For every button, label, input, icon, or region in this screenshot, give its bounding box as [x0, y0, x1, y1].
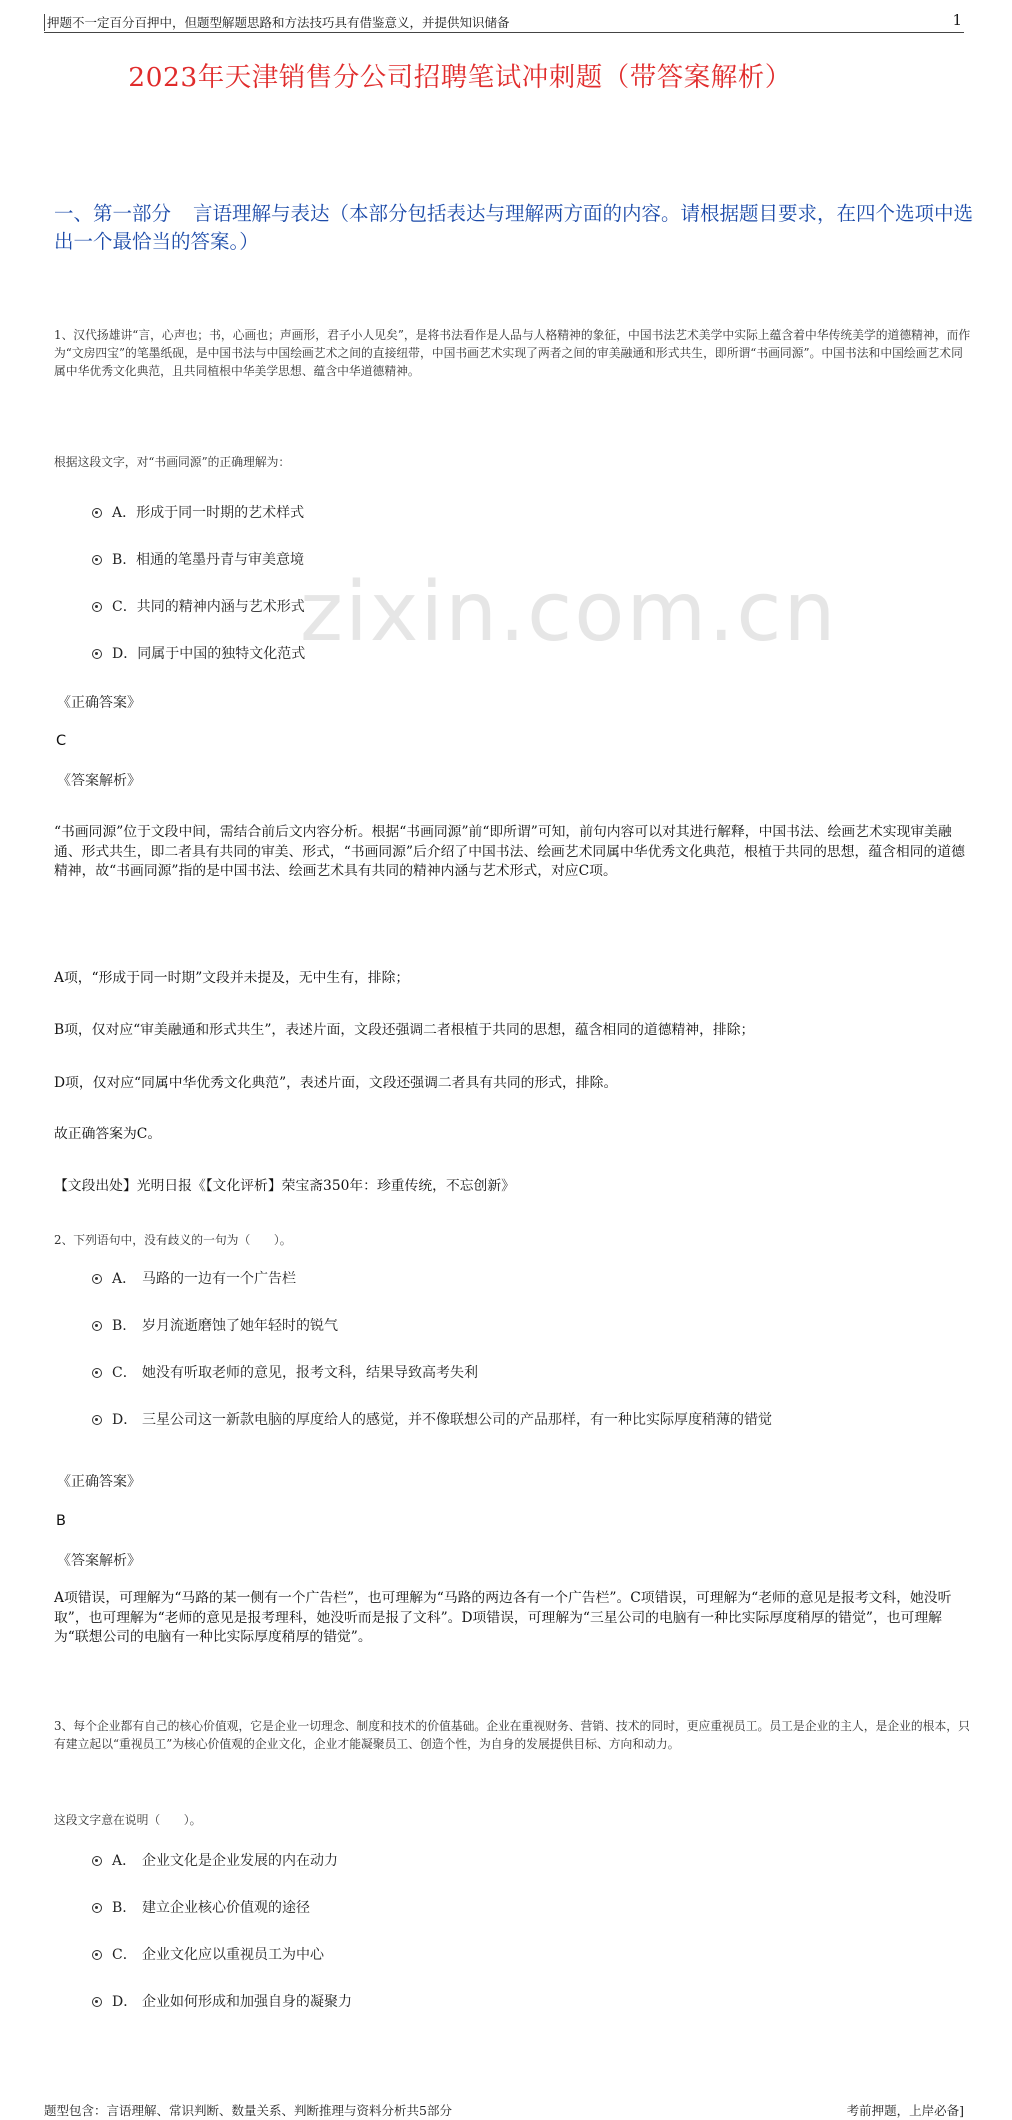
q2-answer-tag: 《正确答案》: [57, 1474, 141, 1490]
q1-analysis-d: D项，仅对应“同属中华优秀文化典范”，表述片面，文段还强调二者具有共同的形式，排除。: [54, 1074, 618, 1091]
option-text: 三星公司这一新款电脑的厚度给人的感觉，并不像联想公司的产品那样，有一种比实际厚度稍薄的错觉: [142, 1412, 772, 1428]
q3-option-d[interactable]: [92, 1992, 1012, 2012]
option-letter: A．: [112, 505, 137, 521]
option-letter: B.: [112, 552, 127, 568]
q1-analysis-b: B项，仅对应“审美融通和形式共生”，表述片面，文段还强调二者根植于共同的思想，蕴含相同的道德精神，排除；: [54, 1022, 755, 1038]
q1-analysis-a: A项，“形成于同一时期”文段并未提及，无中生有，排除；: [54, 969, 410, 986]
section-text: 言语理解与表达（本部分包括表达与理解两方面的内容。请根据题目要求，在四个选项中选出一个最恰当的答案。）: [54, 202, 974, 253]
option-text: 她没有听取老师的意见，报考文科，结果导致高考失利: [142, 1365, 478, 1381]
radio-icon[interactable]: [92, 1415, 102, 1425]
radio-icon[interactable]: [92, 649, 102, 659]
q2-analysis: A项错误，可理解为“马路的某一侧有一个广告栏”，也可理解为“马路的两边各有一个广告栏”。C项错误，可理解为“老师的意见是报考文科，她没听取”，也可理解为“老师的意见是报考理科，她没听而是报了文科”。D项错误，可理解为“三星公司的电脑有一种比实际厚度稍厚的错觉”，也可理解为“联想公司的电脑有一种比实际厚度稍厚的错觉”。: [54, 1590, 952, 1645]
option-text: 企业如何形成和加强自身的凝聚力: [142, 1993, 352, 2010]
q1-option-c[interactable]: [92, 597, 1012, 617]
section-heading: [54, 200, 974, 256]
option-letter: A．: [112, 1852, 137, 1869]
option-text: 形成于同一时期的艺术样式: [136, 505, 305, 521]
radio-icon[interactable]: [92, 1368, 102, 1378]
q1-analysis-tag: 《答案解析》: [57, 773, 141, 789]
header-note: 押题不一定百分百押中，但题型解题思路和方法技巧具有借鉴意义，并提供知识储备: [44, 14, 510, 31]
q2-answer: B: [56, 1513, 66, 1529]
option-letter: A．: [112, 1271, 137, 1287]
q1-answer-tag: 《正确答案》: [57, 695, 141, 711]
q1-answer: C: [56, 733, 67, 749]
radio-icon[interactable]: [92, 555, 102, 565]
watermark: zixin.com.cn: [300, 565, 838, 660]
q2-analysis-tag: 《答案解析》: [57, 1553, 141, 1569]
option-text: 同属于中国的独特文化范式: [137, 646, 306, 662]
radio-icon[interactable]: [92, 602, 102, 612]
option-text: 建立企业核心价值观的途径: [142, 1899, 310, 1916]
option-letter: C．: [112, 1946, 137, 1963]
option-text: 岁月流逝磨蚀了她年轻时的锐气: [142, 1318, 338, 1334]
radio-icon[interactable]: [92, 1274, 102, 1284]
option-text: 相通的笔墨丹青与审美意境: [136, 552, 304, 568]
section-head: 一、第一部分: [54, 202, 172, 225]
option-text: 马路的一边有一个广告栏: [142, 1271, 296, 1287]
option-text: 企业文化应以重视员工为中心: [142, 1946, 324, 1963]
q1-source: 【文段出处】光明日报《【文化评析】荣宝斋350年：珍重传统，不忘创新》: [54, 1177, 515, 1194]
q1-analysis-main: “书画同源”位于文段中间，需结合前后文内容分析。根据“书画同源”前“即所谓”可知，前句内容可以对其进行解释，中国书法、绘画艺术实现审美融通、形式共生，即二者具有共同的审美、形式，“书画同源”后介绍了中国书法、绘画艺术同属中华优秀文化典范，根植于共同的思想，蕴含相同的道德精神，故“书画同源”指的是中国书法、绘画艺术具有共同的精神内涵与艺术形式，对应C项。: [54, 824, 965, 879]
q1-stem: 1、汉代扬雄讲“言，心声也；书，心画也；声画形，君子小人见矣”，是将书法看作是人品与人格精神的象征，中国书法艺术美学中实际上蕴含着中华传统美学的道德精神，而作为“文房四宝”的笔墨纸砚，是中国书法与中国绘画艺术之间的直接纽带，中国书画艺术实现了两者之间的审美融通和形式共生，即所谓“书画同源”。中国书法和中国绘画艺术同属中华优秀文化典范，且共同植根中华美学思想、蕴含中华道德精神。: [54, 328, 971, 378]
option-letter: D．: [112, 646, 138, 662]
q1-prompt: 根据这段文字，对“书画同源”的正确理解为：: [54, 455, 291, 469]
q3-option-b[interactable]: [92, 1898, 1012, 1918]
radio-icon[interactable]: [92, 1903, 102, 1913]
radio-icon[interactable]: [92, 1997, 102, 2007]
footer-left: 题型包含：言语理解、常识判断、数量关系、判断推理与资料分析共5部分: [44, 2102, 452, 2118]
q3-prompt: 这段文字意在说明（ ）。: [54, 1812, 202, 1827]
q1-option-d[interactable]: [92, 644, 1012, 664]
page-header: [44, 11, 964, 33]
q1-option-b[interactable]: [92, 550, 1012, 570]
q2-option-a[interactable]: [92, 1269, 1012, 1289]
document-title: 2023年天津销售分公司招聘笔试冲刺题（带答案解析）: [128, 62, 792, 93]
q2-option-c[interactable]: [92, 1363, 1012, 1383]
option-text: 共同的精神内涵与艺术形式: [136, 599, 305, 615]
option-letter: D．: [112, 1993, 138, 2010]
q3-option-c[interactable]: [92, 1945, 1012, 1965]
option-text: 企业文化是企业发展的内在动力: [142, 1852, 338, 1869]
option-letter: C．: [112, 1365, 137, 1381]
q2-stem: 2、下列语句中，没有歧义的一句为（ ）。: [54, 1233, 292, 1247]
q2-option-b[interactable]: [92, 1316, 1012, 1336]
radio-icon[interactable]: [92, 1950, 102, 1960]
footer-right: 考前押题，上岸必备]: [846, 2102, 964, 2118]
page-number: 1: [952, 11, 962, 29]
option-letter: D．: [112, 1412, 138, 1428]
q1-option-a[interactable]: [92, 503, 1012, 523]
q3-option-a[interactable]: [92, 1851, 1012, 1871]
q1-conclusion: 故正确答案为C。: [54, 1126, 162, 1142]
option-letter: B.: [112, 1318, 127, 1334]
radio-icon[interactable]: [92, 1321, 102, 1331]
q2-option-d[interactable]: [92, 1410, 1012, 1430]
radio-icon[interactable]: [92, 508, 102, 518]
radio-icon[interactable]: [92, 1856, 102, 1866]
option-letter: B.: [112, 1899, 127, 1916]
q3-stem: 3、每个企业都有自己的核心价值观，它是企业一切理念、制度和技术的价值基础。企业在重视财务、营销、技术的同时，更应重视员工。员工是企业的主人，是企业的根本，只有建立起以“重视员工”为核心价值观的企业文化，企业才能凝聚员工、创造个性，为自身的发展提供目标、方向和动力。: [54, 1718, 970, 1751]
option-letter: C．: [112, 599, 137, 615]
